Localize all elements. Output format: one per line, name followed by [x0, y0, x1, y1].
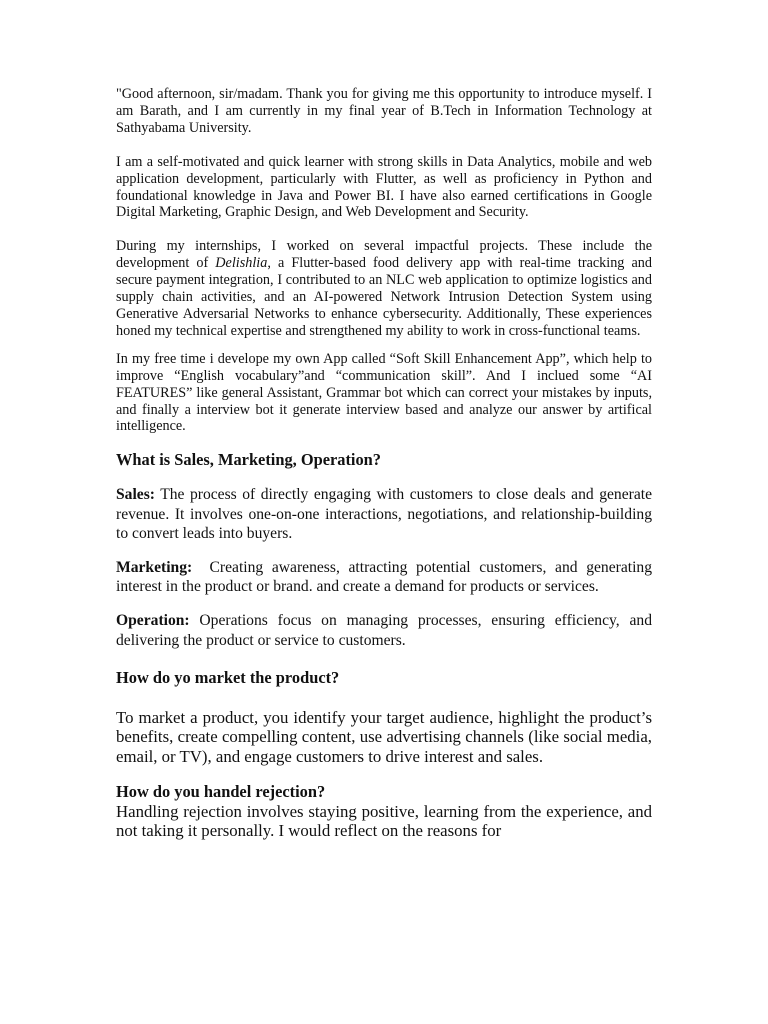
heading-handle-rejection: How do you handel rejection? [116, 781, 326, 801]
app-name-delishlia: Delishlia [215, 255, 268, 272]
market-product-answer: To market a product, you identify your target audience, highlight the product’s benefits, create compelling content, use advertising channels (like social media, email, or TV), and engage customers to drive interest and sales. [116, 707, 652, 766]
rejection-answer: Handling rejection involves staying positive, learning from the experience, and not taking it personally. I would reflect on the reasons for [116, 801, 652, 841]
sales-text: The process of directly engaging with customers to close deals and generate revenue. It involves one-on-one interactions, negotiations, and relationship-building to convert leads into buyers. [116, 486, 652, 542]
operation-label: Operation: [116, 612, 190, 630]
heading-sales-marketing-operation: What is Sales, Marketing, Operation? [116, 450, 381, 470]
sales-definition [116, 485, 652, 543]
heading-market-product: How do yo market the product? [116, 667, 340, 687]
internships-text-before: During my internships, I worked on several impactful projects. These include the development of [116, 238, 652, 272]
marketing-text: Creating awareness, attracting potential customers, and generating interest in the product or brand. and create a demand for products or services. [116, 558, 656, 596]
operation-definition [116, 611, 652, 649]
intro-paragraph-skills: I am a self-motivated and quick learner with strong skills in Data Analytics, mobile and web application development, particularly with Flutter, as well as proficiency in Python and foundational knowledge in Java and Power BI. I have also earned certifications in Google Digital Marketing, Graphic Design, and Web Development and Security. [116, 153, 652, 221]
marketing-definition [116, 558, 656, 596]
marketing-label: Marketing: [116, 558, 193, 576]
operation-text: Operations focus on managing processes, ensuring efficiency, and delivering the product or service to customers. [116, 612, 652, 649]
intro-paragraph-greeting: "Good afternoon, sir/madam. Thank you for giving me this opportunity to introduce myself. I am Barath, and I am currently in my final year of B.Tech in Information Technology at Sathyabama University. [116, 86, 652, 136]
sales-label: Sales: [116, 486, 155, 504]
internships-text-after: , a Flutter-based food delivery app with real-time tracking and secure payment integration, I contributed to an NLC web application to optimize logistics and supply chain activities, and an AI-powered Network Intrusion Detection System using Generative Adversarial Networks to enhance cybersecurity. Additionally, These experiences honed my technical expertise and strengthened my ability to work in cross-functional teams. [116, 255, 652, 339]
intro-paragraph-internships [116, 238, 652, 339]
intro-paragraph-free-time: In my free time i develope my own App called “Soft Skill Enhancement App”, which help to improve “English vocabulary”and “communication skill”. And I inclued some “AI FEATURES” like general Assistant, Grammar bot which can correct your mistakes by inputs, and finally a interview bot it generate interview based and analyze our answer by artifical intelligence. [116, 350, 652, 435]
document-page [116, 86, 656, 841]
